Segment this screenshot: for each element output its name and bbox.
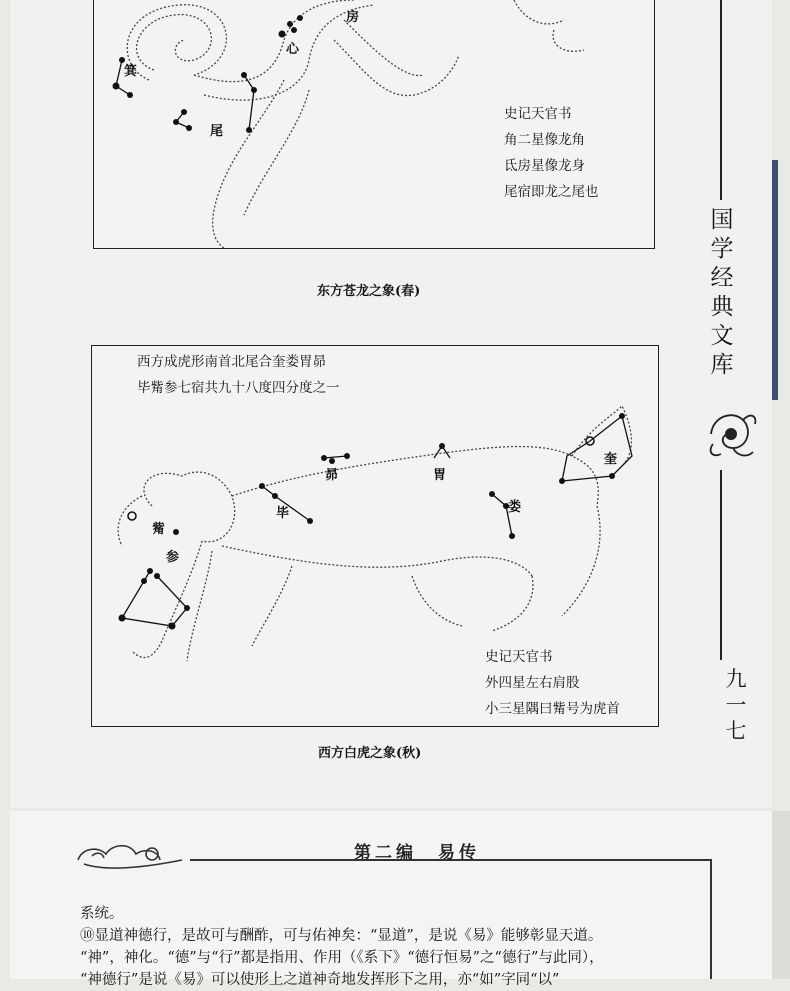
lower-page-edge bbox=[772, 811, 790, 979]
west-tiger-figure bbox=[91, 345, 659, 727]
star-fang-1 bbox=[297, 15, 303, 21]
note-line: 氐房星像龙身 bbox=[504, 158, 585, 174]
star-zi-1 bbox=[128, 512, 136, 520]
label-lou: 娄 bbox=[508, 500, 522, 515]
west-figure-caption: 西方白虎之象(秋) bbox=[318, 746, 422, 761]
cloud-ornament-icon bbox=[72, 830, 192, 880]
dragon-ornament-icon bbox=[703, 404, 761, 464]
header-line: 毕觜参七宿共九十八度四分度之一 bbox=[137, 380, 340, 396]
page-number-char: 一 bbox=[725, 693, 747, 717]
note-line: 小三星隅曰觜号为虎首 bbox=[485, 701, 620, 717]
star-xin-1 bbox=[287, 21, 293, 27]
label-shen: 参 bbox=[166, 550, 180, 565]
title-char: 库 bbox=[710, 352, 734, 378]
west-figure-header bbox=[137, 349, 340, 401]
header-line: 西方成虎形南首北尾合奎娄胃昴 bbox=[137, 354, 326, 370]
series-title bbox=[705, 206, 739, 380]
label-wei: 胃 bbox=[433, 468, 447, 483]
star-fang-2 bbox=[291, 27, 297, 33]
sidebar-rule-bottom bbox=[720, 470, 722, 660]
west-figure-notes bbox=[485, 644, 620, 722]
label-fang: 房 bbox=[346, 10, 360, 25]
page-number-char: 七 bbox=[725, 719, 747, 743]
label-wei: 尾 bbox=[210, 124, 224, 139]
title-char: 典 bbox=[710, 294, 734, 320]
sidebar-rule-top bbox=[720, 0, 722, 200]
page-edge-marker bbox=[772, 160, 778, 400]
title-char: 经 bbox=[710, 265, 734, 291]
title-char: 学 bbox=[710, 236, 734, 262]
east-figure-notes bbox=[504, 101, 599, 205]
section-header bbox=[10, 830, 772, 870]
section-title: 第二编 易传 bbox=[354, 843, 480, 863]
note-line: 史记天官书 bbox=[485, 649, 553, 665]
body-line: 系统。 bbox=[80, 906, 124, 922]
body-line: ⑩显道神德行，是故可与酬酢，可与佑神矣：“显道”，是说《易》能够彰显天道。 bbox=[80, 928, 603, 944]
label-mao: 昴 bbox=[325, 468, 339, 483]
star-xin-2 bbox=[279, 31, 286, 38]
title-char: 文 bbox=[710, 323, 734, 349]
east-figure-caption: 东方苍龙之象(春) bbox=[317, 284, 421, 299]
note-line: 史记天官书 bbox=[504, 106, 572, 122]
note-line: 角二星像龙角 bbox=[504, 132, 585, 148]
note-line: 外四星左右肩股 bbox=[485, 675, 580, 691]
section-vertical-rule bbox=[710, 859, 712, 979]
label-zi: 觜 bbox=[152, 522, 166, 537]
body-line: “神”，神化。“德”与“行”都是指用、作用（《系下》“德行恒易”之“德行”与此同）， bbox=[80, 950, 604, 966]
page-number-char: 九 bbox=[725, 667, 747, 691]
star-zi-2 bbox=[173, 529, 179, 535]
page-number bbox=[722, 666, 750, 744]
body-text bbox=[80, 903, 700, 991]
east-dragon-figure bbox=[93, 0, 655, 249]
label-xin: 心 bbox=[286, 42, 300, 57]
label-bi: 毕 bbox=[276, 506, 290, 521]
title-char: 国 bbox=[710, 207, 734, 233]
note-line: 尾宿即龙之尾也 bbox=[504, 184, 599, 200]
body-line: “神德行”是说《易》可以使形上之道神奇地发挥形下之用，亦“如”字同“以” bbox=[80, 972, 560, 988]
label-kui: 奎 bbox=[604, 452, 618, 467]
label-ji: 箕 bbox=[124, 64, 138, 79]
